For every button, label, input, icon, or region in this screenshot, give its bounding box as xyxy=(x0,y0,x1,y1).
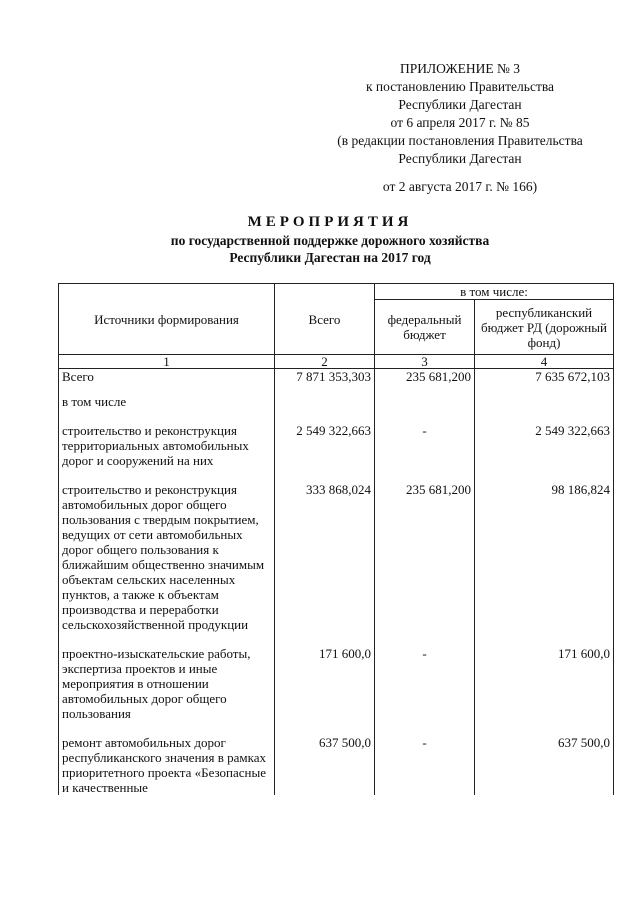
table-row xyxy=(59,482,614,632)
table-row xyxy=(59,369,614,385)
table-row xyxy=(59,646,614,721)
table-row xyxy=(59,394,614,409)
table-row xyxy=(59,423,614,468)
appendix-line: Республики Дагестан xyxy=(398,97,522,112)
row-total: 2 549 322,663 xyxy=(275,423,375,468)
header-total: Всего xyxy=(275,284,375,355)
header-sources: Источники формирования xyxy=(59,284,275,355)
row-name: проектно-изыскательские работы, экспертиза проектов и иные мероприятия в отношении автомобильных дорог общего пользования xyxy=(59,646,275,721)
row-republic: 7 635 672,103 xyxy=(475,369,614,385)
row-name: строительство и реконструкция автомобильных дорог общего пользования с твердым покрытием, ведущих от сети автомобильных дорог общего пользования к ближайшим общественно значимым объектам сельских населенных пунктов, а также к объектам производства и переработки сельскохозяйственной продукции xyxy=(59,482,275,632)
col-number: 3 xyxy=(375,355,475,369)
appendix-line: к постановлению Правительства xyxy=(365,79,555,94)
title-line3: Республики Дагестан на 2017 год xyxy=(229,250,431,265)
row-republic xyxy=(475,394,614,409)
row-republic: 98 186,824 xyxy=(475,482,614,632)
document-title xyxy=(40,212,620,266)
measures-table xyxy=(58,283,614,795)
row-republic: 171 600,0 xyxy=(475,646,614,721)
row-name: ремонт автомобильных дорог республиканского значения в рамках приоритетного проекта «Безопасные и качественные xyxy=(59,735,275,795)
row-federal: - xyxy=(375,735,475,795)
title-line2: по государственной поддержке дорожного хозяйства xyxy=(170,233,490,248)
appendix-line: ПРИЛОЖЕНИЕ № 3 xyxy=(399,61,521,76)
row-federal: 235 681,200 xyxy=(375,369,475,385)
row-name: строительство и реконструкция территориальных автомобильных дорог и сооружений на них xyxy=(59,423,275,468)
row-federal xyxy=(375,394,475,409)
row-total: 171 600,0 xyxy=(275,646,375,721)
appendix-line: от 6 апреля 2017 г. № 85 xyxy=(390,115,530,130)
appendix-block xyxy=(300,60,620,196)
row-federal: - xyxy=(375,423,475,468)
row-republic: 2 549 322,663 xyxy=(475,423,614,468)
col-number: 1 xyxy=(59,355,275,369)
row-federal: 235 681,200 xyxy=(375,482,475,632)
row-name: Всего xyxy=(59,369,275,385)
row-total: 7 871 353,303 xyxy=(275,369,375,385)
appendix-line: Республики Дагестан xyxy=(398,151,522,166)
appendix-line: (в редакции постановления Правительства xyxy=(337,133,583,148)
col-number: 4 xyxy=(475,355,614,369)
header-federal: федеральный бюджет xyxy=(375,300,475,355)
row-federal: - xyxy=(375,646,475,721)
row-total: 637 500,0 xyxy=(275,735,375,795)
table-row xyxy=(59,735,614,795)
row-total: 333 868,024 xyxy=(275,482,375,632)
col-number: 2 xyxy=(275,355,375,369)
row-name: в том числе xyxy=(59,394,275,409)
title-main: МЕРОПРИЯТИЯ xyxy=(247,214,413,230)
header-including: в том числе: xyxy=(375,284,614,300)
appendix-line: от 2 августа 2017 г. № 166) xyxy=(382,179,538,194)
row-republic: 637 500,0 xyxy=(475,735,614,795)
header-republic: республиканский бюджет РД (дорожный фонд) xyxy=(475,300,614,355)
row-total xyxy=(275,394,375,409)
